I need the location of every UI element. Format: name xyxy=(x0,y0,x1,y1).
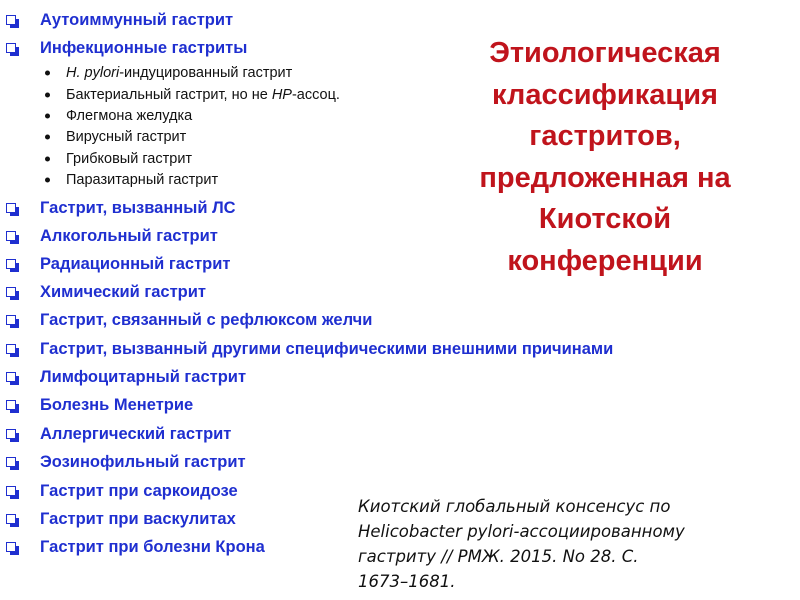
checkbox-bullet-icon xyxy=(6,344,16,354)
dot-bullet-icon xyxy=(45,71,50,76)
checkbox-bullet-icon xyxy=(6,486,16,496)
citation: Киотский глобальный консенсус по Helicobacter pylori-ассоциированному гастриту // РМЖ. 2015. No 28. С. 1673–1681. xyxy=(358,497,685,591)
checkbox-bullet-icon xyxy=(6,372,16,382)
dot-bullet-icon xyxy=(45,178,50,183)
checkbox-bullet-icon xyxy=(6,457,16,467)
dot-bullet-icon xyxy=(45,93,50,98)
checkbox-bullet-icon xyxy=(6,542,16,552)
checkbox-bullet-icon xyxy=(6,400,16,410)
slide-title: Этиологическая классификация гастритов, предложенная на Киотской конференции xyxy=(479,37,731,277)
checkbox-bullet-icon xyxy=(6,287,16,297)
checkbox-bullet-icon xyxy=(6,15,16,25)
dot-bullet-icon xyxy=(45,114,50,119)
checkbox-bullet-icon xyxy=(6,315,16,325)
checkbox-bullet-icon xyxy=(6,231,16,241)
checkbox-bullet-icon xyxy=(6,429,16,439)
classification-list: Аутоиммунный гастрит Инфекционные гастриты H. pylori-индуцированный гастрит Бактериальный гастрит, но не HP-ассоц. Флегмона желудка Вирусный гастрит Грибковый гастрит Паразитарный гастрит Гастрит, вызванный ЛС Алкогольный гастрит Радиационный гастрит Химический гастрит Гастрит, связанный с рефлюксом желчи Гастрит, вызванный другими специфическими внешними причинами Лимфоцитарный гастрит Болезнь Менетрие Аллергический гастрит Эозинофильный гастрит Гастрит при саркоидозе Гастрит при васкулитах Гастрит при болезни Крона xyxy=(0,0,800,600)
checkbox-bullet-icon xyxy=(6,43,16,53)
checkbox-bullet-icon xyxy=(6,514,16,524)
checkbox-bullet-icon xyxy=(6,203,16,213)
checkbox-bullet-icon xyxy=(6,259,16,269)
dot-bullet-icon xyxy=(45,135,50,140)
dot-bullet-icon xyxy=(45,157,50,162)
